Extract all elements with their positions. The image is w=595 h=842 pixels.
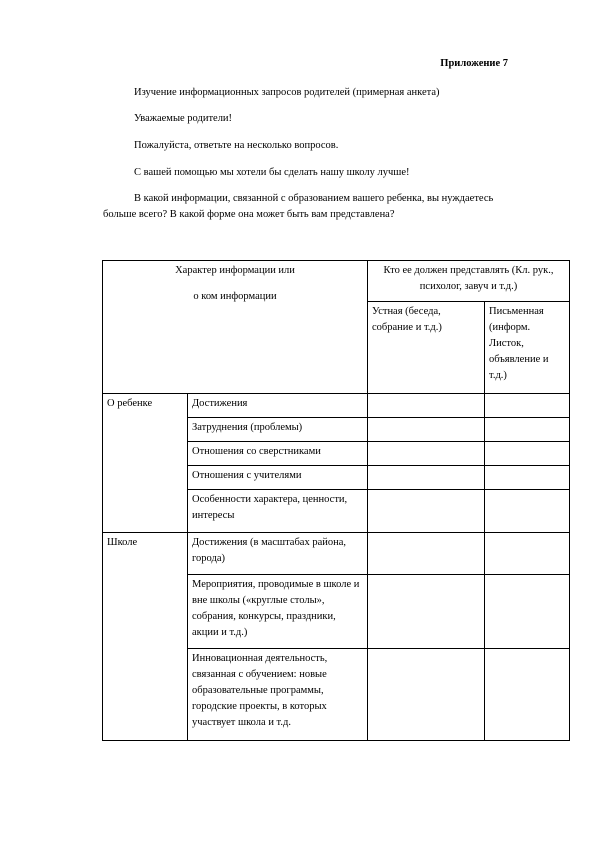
row-label: Отношения со сверстниками [188, 442, 368, 466]
answer-cell-written[interactable] [485, 575, 570, 649]
answer-cell-oral[interactable] [368, 442, 485, 466]
table-header-row [103, 261, 570, 302]
header-oral: Устная (беседа, собрание и т.д.) [368, 302, 485, 394]
answer-cell-oral[interactable] [368, 649, 485, 741]
answer-cell-oral[interactable] [368, 418, 485, 442]
header-info-type [103, 261, 368, 394]
survey-table [102, 260, 570, 741]
question-text: В какой информации, связанной с образованием вашего ребенка, вы нуждаетесь больше всего? В какой форме она может быть вам представлена? [103, 193, 494, 220]
group-label-child: О ребенке [103, 394, 188, 533]
header-written: Письменная (информ. Листок, объявление и т.д.) [485, 302, 570, 394]
header-info-type-line1: Характер информации или [175, 265, 295, 276]
row-label: Достижения [188, 394, 368, 418]
row-label: Достижения (в масштабах района, города) [188, 533, 368, 575]
table-row [103, 533, 570, 575]
row-label: Мероприятия, проводимые в школе и вне школы («круглые столы», собрания, конкурсы, праздники, акции и т.д.) [188, 575, 368, 649]
survey-title: Изучение информационных запросов родителей (примерная анкета) [134, 87, 440, 98]
answer-cell-oral[interactable] [368, 466, 485, 490]
row-label: Инновационная деятельность, связанная с обучением: новые образовательные программы, городские проекты, в которых участвует школа и т.д. [188, 649, 368, 741]
request-line: Пожалуйста, ответьте на несколько вопросов. [134, 140, 339, 151]
answer-cell-written[interactable] [485, 394, 570, 418]
row-label: Отношения с учителями [188, 466, 368, 490]
answer-cell-oral[interactable] [368, 490, 485, 533]
answer-cell-written[interactable] [485, 649, 570, 741]
table-row [103, 394, 570, 418]
header-info-type-line2: о ком информации [193, 291, 277, 302]
answer-cell-written[interactable] [485, 442, 570, 466]
purpose-line: С вашей помощью мы хотели бы сделать нашу школу лучше! [134, 167, 410, 178]
answer-cell-written[interactable] [485, 533, 570, 575]
greeting: Уважаемые родители! [134, 113, 233, 124]
answer-cell-written[interactable] [485, 418, 570, 442]
group-label-school: Школе [103, 533, 188, 741]
appendix-label: Приложение 7 [440, 58, 508, 69]
answer-cell-oral[interactable] [368, 575, 485, 649]
row-label: Затруднения (проблемы) [188, 418, 368, 442]
row-label: Особенности характера, ценности, интересы [188, 490, 368, 533]
answer-cell-written[interactable] [485, 466, 570, 490]
header-who-provides: Кто ее должен представлять (Кл. рук., психолог, завуч и т.д.) [368, 261, 570, 302]
answer-cell-oral[interactable] [368, 394, 485, 418]
answer-cell-oral[interactable] [368, 533, 485, 575]
answer-cell-written[interactable] [485, 490, 570, 533]
